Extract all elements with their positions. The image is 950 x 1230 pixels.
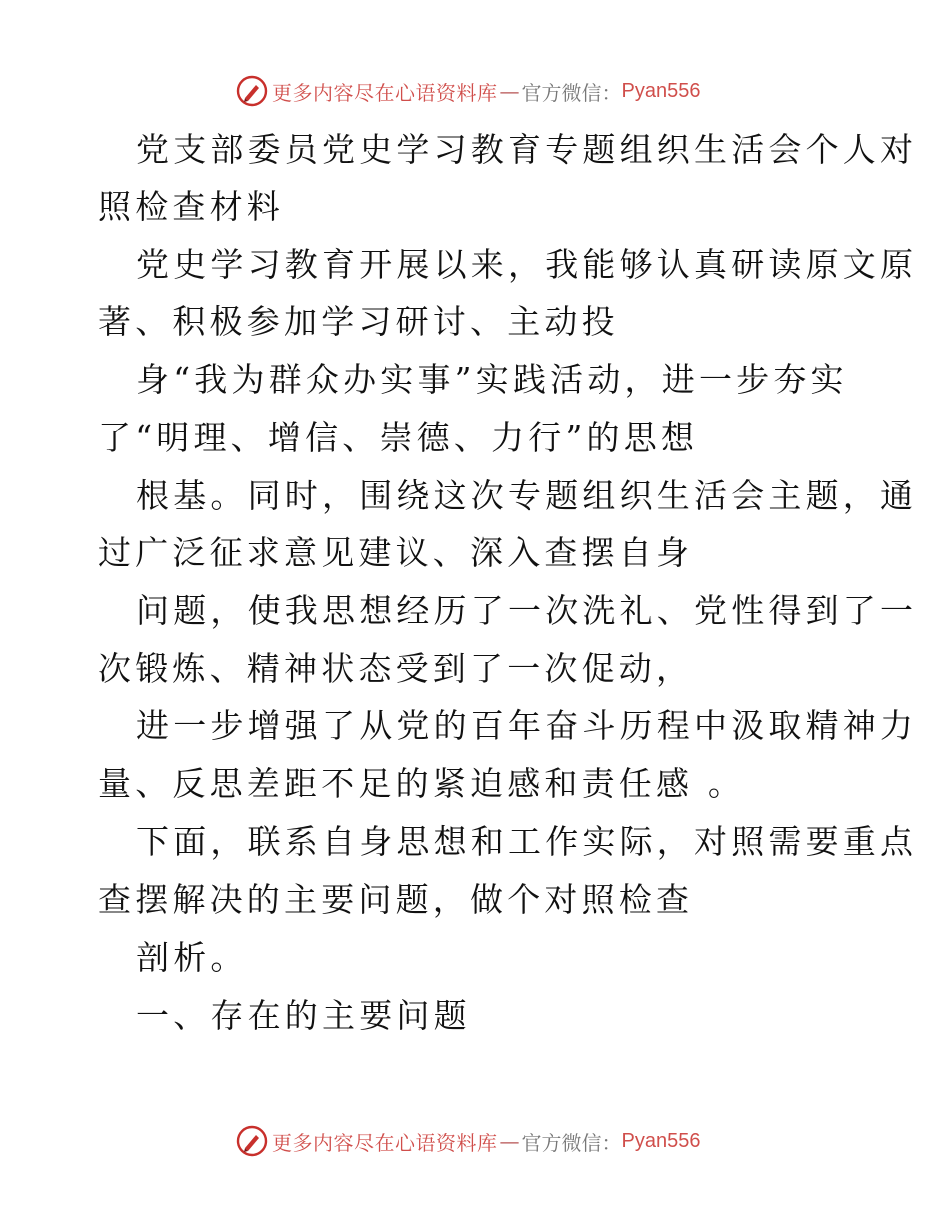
watermark-dash: — <box>499 1129 520 1153</box>
paragraph-line: 下面，联系自身思想和工作实际，对照需要重点 <box>136 822 918 861</box>
paragraph-line: 了“明理、增信、崇德、力行”的思想 <box>98 418 699 457</box>
section-heading: 一、存在的主要问题 <box>136 996 471 1035</box>
watermark-dash: — <box>499 79 520 103</box>
watermark-official-label: 官方微信： <box>521 1130 622 1155</box>
paragraph-line: 量、反思差距不足的紧迫感和责任感 。 <box>98 764 746 803</box>
pen-logo-icon <box>236 75 268 107</box>
paragraph-line: 党史学习教育开展以来，我能够认真研读原文原 <box>136 245 918 284</box>
paragraph-line: 问题，使我思想经历了一次洗礼、党性得到了一 <box>136 591 918 630</box>
paragraph-line: 查摆解决的主要问题，做个对照检查 <box>98 880 694 919</box>
paragraph-line: 过广泛征求意见建议、深入查摆自身 <box>98 533 694 572</box>
watermark-official-label: 官方微信： <box>521 80 622 105</box>
pen-logo-icon <box>236 1125 268 1157</box>
document-title-line-2: 照检查材料 <box>98 187 284 226</box>
document-title-line-1: 党支部委员党史学习教育专题组织生活会个人对 <box>136 130 918 169</box>
watermark-wechat-id: Pyan556 <box>621 79 701 102</box>
paragraph-line: 次锻炼、精神状态受到了一次促动， <box>98 649 694 688</box>
paragraph-line: 身“我为群众办实事”实践活动，进一步夯实 <box>136 360 848 399</box>
paragraph-line: 剖析。 <box>136 938 248 977</box>
watermark-site-text: 更多内容尽在心语资料库 <box>272 1130 498 1155</box>
footer-watermark <box>236 1124 700 1158</box>
paragraph-line: 著、积极参加学习研讨、主动投 <box>98 302 619 341</box>
watermark-site-text: 更多内容尽在心语资料库 <box>272 80 498 105</box>
paragraph-line: 根基。同时，围绕这次专题组织生活会主题，通 <box>136 476 918 515</box>
watermark-wechat-id: Pyan556 <box>621 1129 701 1152</box>
header-watermark <box>236 74 700 108</box>
paragraph-line: 进一步增强了从党的百年奋斗历程中汲取精神力 <box>136 706 918 745</box>
